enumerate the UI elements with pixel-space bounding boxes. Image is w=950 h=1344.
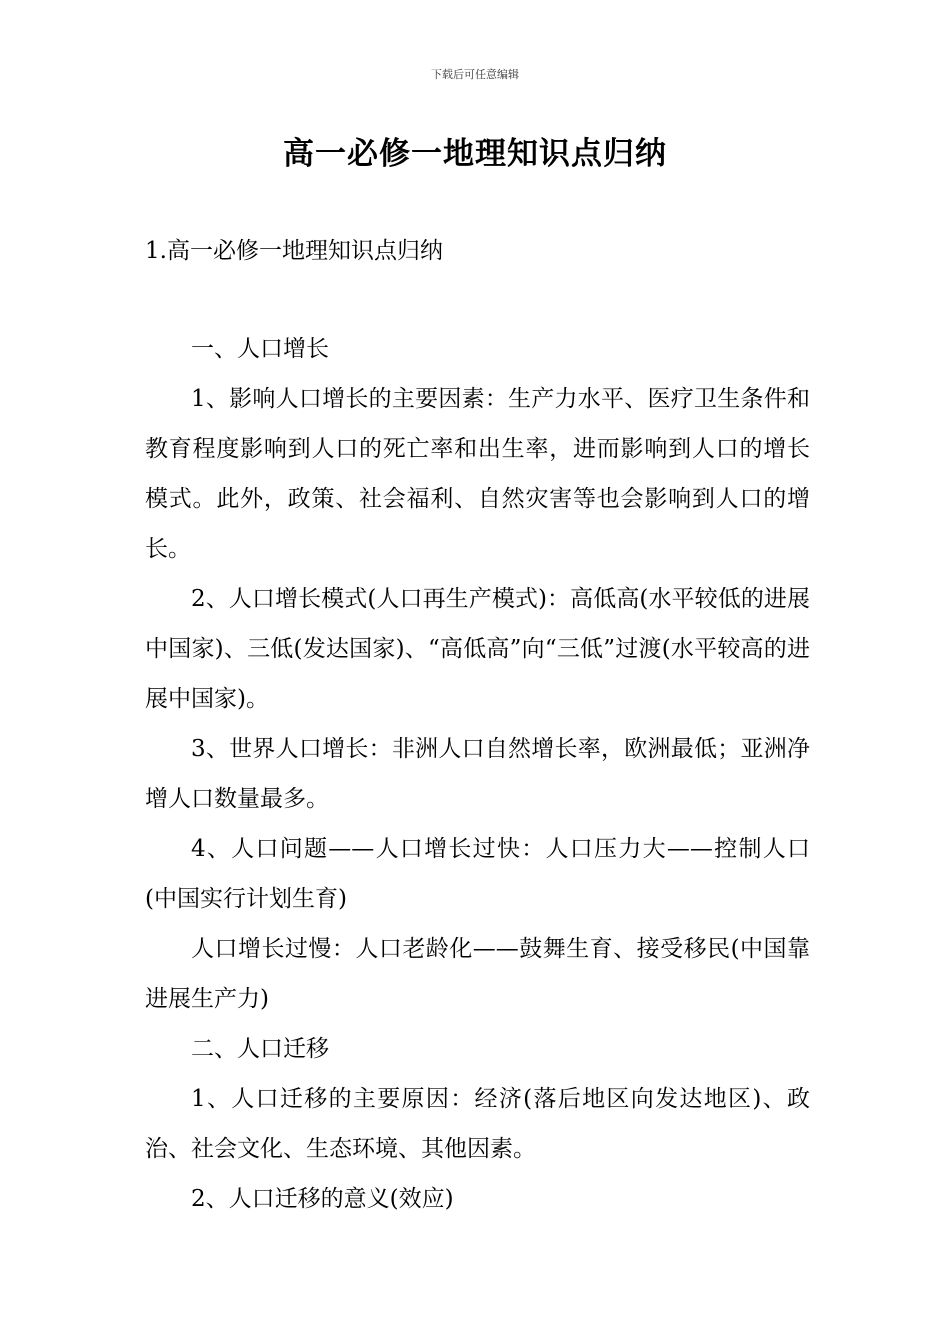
- heading-population-growth: 一、人口增长: [191, 336, 329, 362]
- document-body: [145, 324, 810, 1224]
- paragraph-world-growth: 3、世界人口增长：非洲人口自然增长率，欧洲最低；亚洲净增人口数量最多。: [145, 736, 810, 812]
- heading-population-migration: 二、人口迁移: [191, 1036, 329, 1062]
- document-title: 高一必修一地理知识点归纳: [283, 136, 667, 172]
- paragraph-migration-effects: 2、人口迁移的意义(效应): [191, 1186, 454, 1212]
- paragraph-growth-factors: 1、影响人口增长的主要因素：生产力水平、医疗卫生条件和教育程度影响到人口的死亡率和出生率，进而影响到人口的增长模式。此外，政策、社会福利、自然灾害等也会影响到人口的增长。: [145, 386, 810, 562]
- paragraph-slow-growth-problem: 人口增长过慢：人口老龄化——鼓舞生育、接受移民(中国靠进展生产力): [145, 936, 810, 1012]
- header-note: 下载后可任意编辑: [431, 68, 519, 81]
- paragraph-fast-growth-problem: 4、人口问题——人口增长过快：人口压力大——控制人口(中国实行计划生育): [145, 836, 810, 912]
- paragraph-migration-causes: 1、人口迁移的主要原因：经济(落后地区向发达地区)、政治、社会文化、生态环境、其他因素。: [145, 1086, 810, 1162]
- section-label: 1.高一必修一地理知识点归纳: [145, 238, 443, 264]
- paragraph-growth-modes: 2、人口增长模式(人口再生产模式)：高低高(水平较低的进展中国家)、三低(发达国家)、“高低高”向“三低”过渡(水平较高的进展中国家)。: [145, 586, 810, 712]
